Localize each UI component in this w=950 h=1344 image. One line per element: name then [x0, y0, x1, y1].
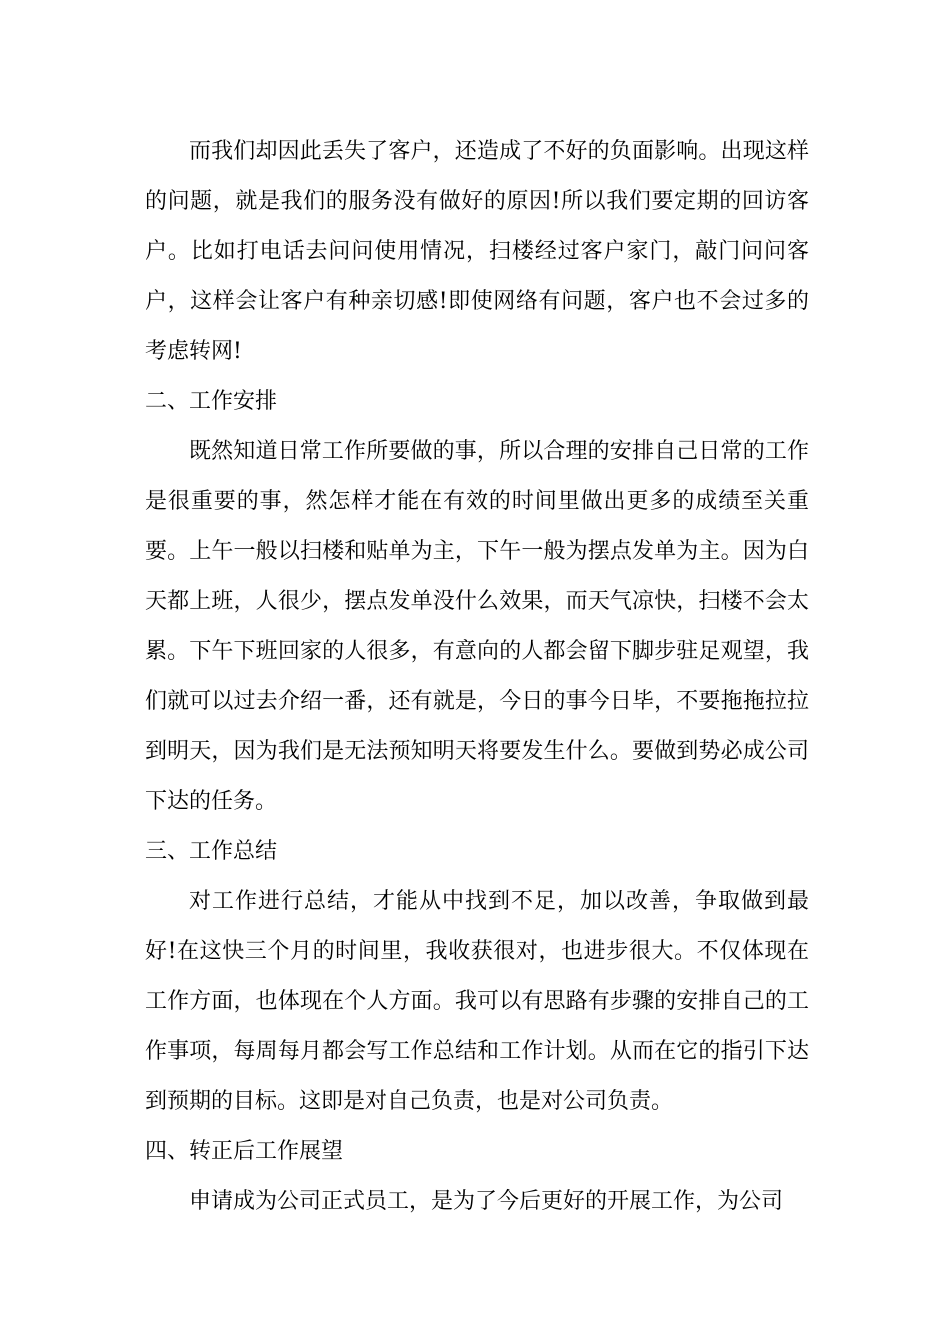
paragraph-work-summary: 对工作进行总结，才能从中找到不足，加以改善，争取做到最好!在这快三个月的时间里，我收获很对，也进步很大。不仅体现在工作方面，也体现在个人方面。我可以有思路有步骤的安排自己的工作事项，每周每月都会写工作总结和工作计划。从而在它的指引下达到预期的目标。这即是对自己负责，也是对公司负责。 [145, 889, 809, 1114]
section-heading-work-arrangement: 二、工作安排 [145, 389, 278, 414]
document-body [145, 127, 809, 1227]
paragraph-customer-visits: 而我们却因此丢失了客户，还造成了不好的负面影响。出现这样的问题，就是我们的服务没有做好的原因!所以我们要定期的回访客户。比如打电话去问问使用情况，扫楼经过客户家门，敲门问问客户，这样会让客户有种亲切感!即使网络有问题，客户也不会过多的考虑转网! [145, 139, 809, 364]
section-heading-work-summary: 三、工作总结 [145, 839, 278, 864]
section-heading-outlook: 四、转正后工作展望 [145, 1139, 344, 1164]
paragraph-work-arrangement: 既然知道日常工作所要做的事，所以合理的安排自己日常的工作是很重要的事，然怎样才能在有效的时间里做出更多的成绩至关重要。上午一般以扫楼和贴单为主，下午一般为摆点发单为主。因为白天都上班，人很少，摆点发单没什么效果，而天气凉快，扫楼不会太累。下午下班回家的人很多，有意向的人都会留下脚步驻足观望，我们就可以过去介绍一番，还有就是，今日的事今日毕，不要拖拖拉拉到明天，因为我们是无法预知明天将要发生什么。要做到势必成公司下达的任务。 [145, 439, 809, 814]
paragraph-outlook: 申请成为公司正式员工，是为了今后更好的开展工作，为公司 [189, 1189, 784, 1214]
